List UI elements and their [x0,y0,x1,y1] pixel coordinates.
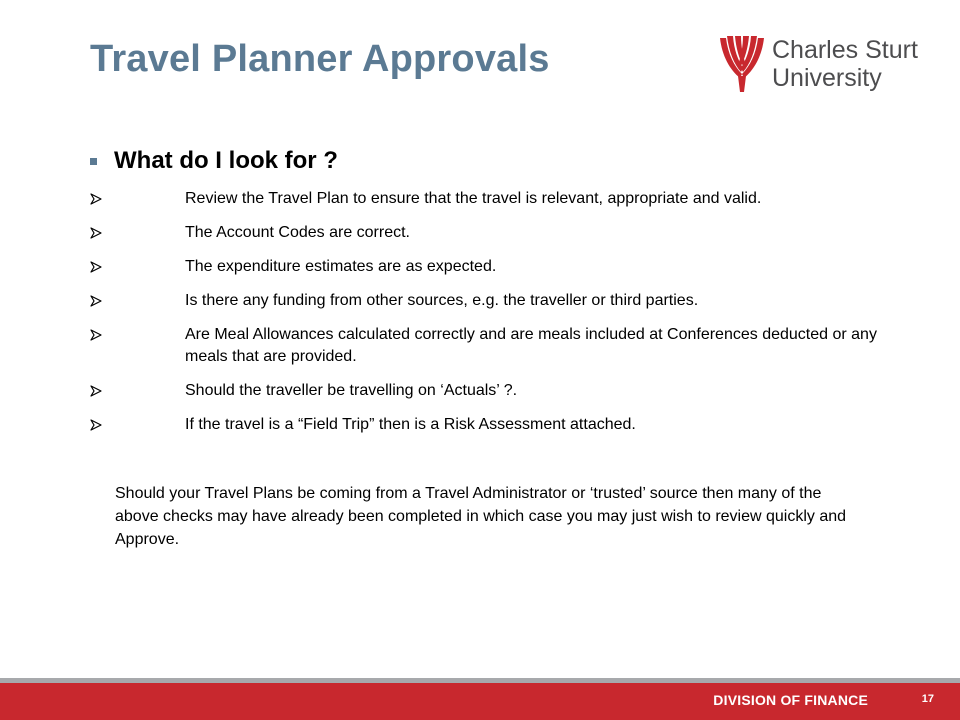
page-number: 17 [921,693,934,705]
checklist-item-text: Is there any funding from other sources, e.g. the traveller or third parties. [185,292,699,309]
footer-division-label: DIVISION OF FINANCE [713,692,868,708]
arrow-bullet-icon [90,256,104,278]
arrow-bullet-icon [90,324,104,346]
checklist-item [90,414,880,436]
closing-paragraph: Should your Travel Plans be coming from a Travel Administrator or ‘trusted’ source then many of the above checks may have already been completed in which case you may just wish to review quickly and Approve. [115,485,847,548]
checklist-item [90,222,880,244]
section-heading-text: What do I look for ? [114,147,338,174]
logo-wordmark [772,36,918,92]
section-heading [90,147,338,175]
checklist-item [90,290,880,312]
checklist-item-text: The Account Codes are correct. [185,224,410,241]
arrow-bullet-icon [90,380,104,402]
arrow-bullet-icon [90,188,104,210]
logo-line-1: Charles Sturt [772,36,918,64]
university-logo [718,34,938,94]
footer-bar [0,683,960,720]
arrow-bullet-icon [90,414,104,436]
arrow-bullet-icon [90,222,104,244]
checklist-item-text: Should the traveller be travelling on ‘Actuals’ ?. [185,382,518,399]
checklist-item [90,380,880,402]
checklist-item-text: The expenditure estimates are as expected. [185,258,497,275]
slide-title: Travel Planner Approvals [90,38,550,80]
csu-waratah-logo-icon [718,34,766,92]
checklist-item [90,324,880,368]
checklist-item [90,256,880,278]
logo-line-2: University [772,64,882,92]
checklist-item [90,188,880,210]
checklist-item-text: Review the Travel Plan to ensure that the travel is relevant, appropriate and valid. [185,190,762,207]
square-bullet-icon [90,158,97,165]
checklist-item-text: Are Meal Allowances calculated correctly and are meals included at Conferences deducted or any meals that are provided. [185,326,877,365]
checklist-item-text: If the travel is a “Field Trip” then is a Risk Assessment attached. [185,416,636,433]
checklist [90,188,880,448]
arrow-bullet-icon [90,290,104,312]
